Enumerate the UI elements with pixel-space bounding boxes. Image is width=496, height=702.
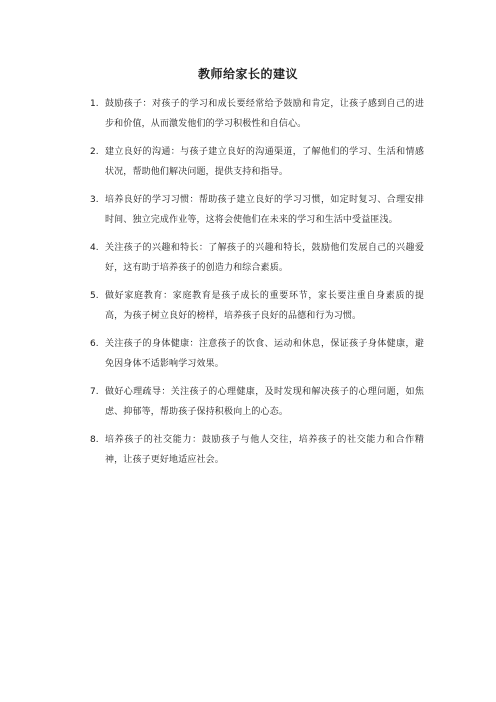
item-text: 培养良好的学习习惯：帮助孩子建立良好的学习习惯，如定时复习、合理安排时间、独立完成作业等，这将会使他们在未来的学习和生活中受益匪浅。 <box>105 195 424 225</box>
list-item <box>90 334 424 374</box>
item-number: 4. <box>90 243 99 253</box>
document-title: 教师给家长的建议 <box>197 67 298 81</box>
list-item <box>90 94 424 134</box>
list-item <box>90 430 424 470</box>
advice-list <box>90 94 424 478</box>
item-number: 1. <box>90 99 99 109</box>
list-item <box>90 286 424 326</box>
list-item <box>90 190 424 230</box>
item-text: 鼓励孩子：对孩子的学习和成长要经常给予鼓励和肯定，让孩子感到自己的进步和价值，从而激发他们的学习积极性和自信心。 <box>105 99 424 129</box>
item-number: 2. <box>90 147 99 157</box>
list-item <box>90 142 424 182</box>
item-text: 关注孩子的兴趣和特长：了解孩子的兴趣和特长，鼓励他们发展自己的兴趣爱好，这有助于培养孩子的创造力和综合素质。 <box>105 243 424 273</box>
item-text: 培养孩子的社交能力：鼓励孩子与他人交往，培养孩子的社交能力和合作精神，让孩子更好地适应社会。 <box>105 435 424 465</box>
list-item <box>90 238 424 278</box>
item-text: 做好心理疏导：关注孩子的心理健康，及时发现和解决孩子的心理问题，如焦虑、抑郁等，帮助孩子保持积极向上的心态。 <box>105 387 424 417</box>
item-text: 关注孩子的身体健康：注意孩子的饮食、运动和休息，保证孩子身体健康，避免因身体不适影响学习效果。 <box>105 339 424 369</box>
item-number: 5. <box>90 291 99 301</box>
list-item <box>90 382 424 422</box>
item-number: 3. <box>90 195 99 205</box>
item-text: 建立良好的沟通：与孩子建立良好的沟通渠道，了解他们的学习、生活和情感状况，帮助他们解决问题，提供支持和指导。 <box>105 147 424 177</box>
item-number: 7. <box>90 387 99 397</box>
item-number: 6. <box>90 339 99 349</box>
item-number: 8. <box>90 435 99 445</box>
item-text: 做好家庭教育：家庭教育是孩子成长的重要环节，家长要注重自身素质的提高，为孩子树立良好的榜样，培养孩子良好的品德和行为习惯。 <box>105 291 424 321</box>
